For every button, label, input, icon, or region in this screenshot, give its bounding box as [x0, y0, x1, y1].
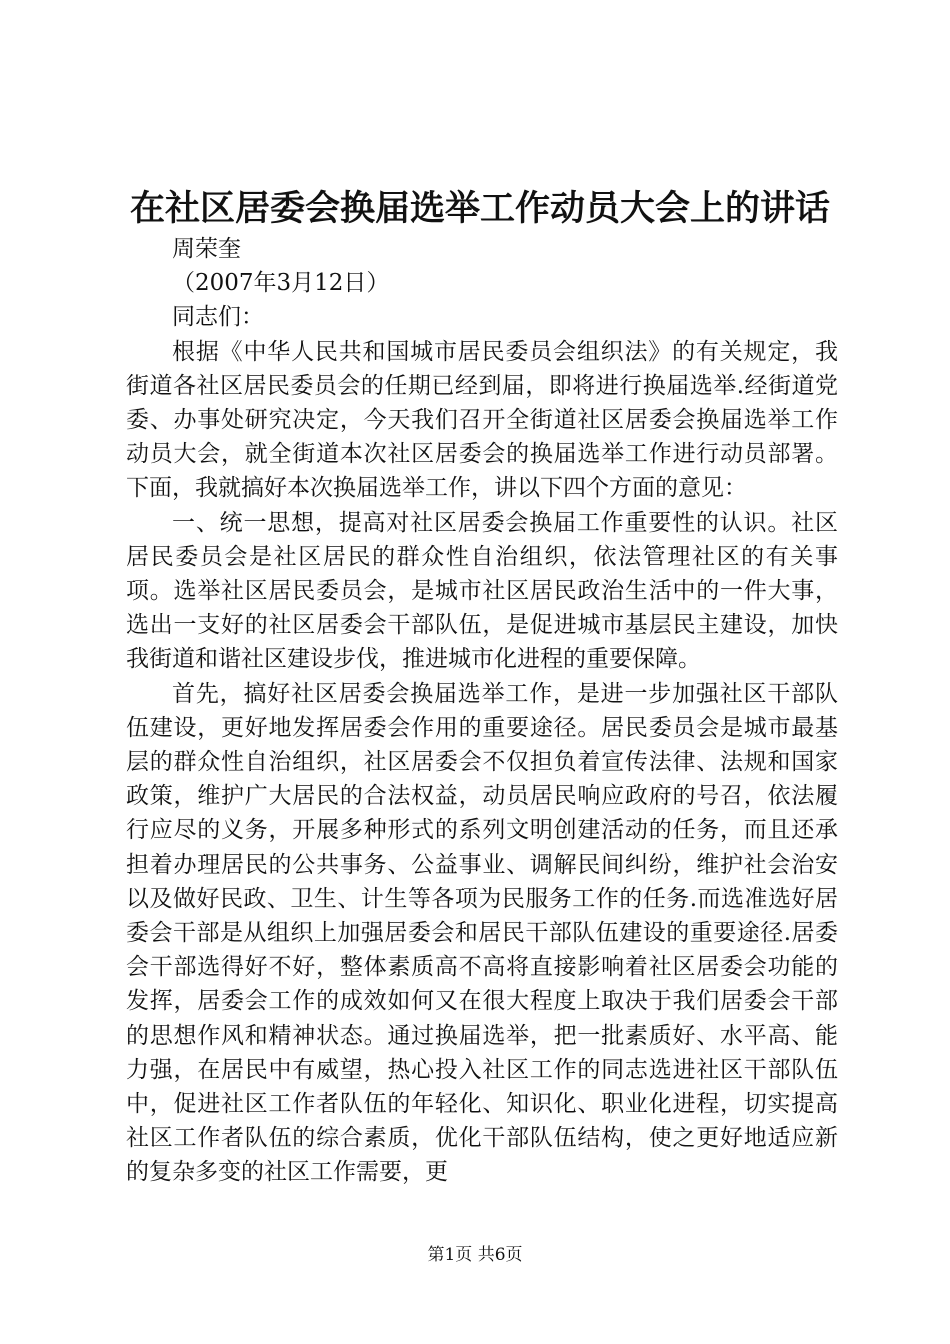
- paragraph: 根据《中华人民共和国城市居民委员会组织法》的有关规定，我街道各社区居民委员会的任期已经到届，即将进行换届选举.经街道党委、办事处研究决定，今天我们召开全街道社区居委会换届选举工作动员大会，就全街道本次社区居委会的换届选举工作进行动员部署。下面，我就搞好本次换届选举工作，讲以下四个方面的意见：: [126, 338, 838, 502]
- date-line: （2007年3月12日）: [172, 270, 390, 297]
- author-line: 周荣奎: [172, 236, 241, 262]
- document-body: [126, 232, 838, 1190]
- paragraph: 一、统一思想，提高对社区居委会换届工作重要性的认识。社区居民委员会是社区居民的群众性自治组织，依法管理社区的有关事项。选举社区居民委员会，是城市社区居民政治生活中的一件大事，选出一支好的社区居委会干部队伍，是促进城市基层民主建设，加快我街道和谐社区建设步伐，推进城市化进程的重要保障。: [126, 509, 838, 673]
- page-number-footer: 第1页 共6页: [427, 1245, 523, 1265]
- document-title: 在社区居委会换届选举工作动员大会上的讲话: [129, 188, 830, 229]
- salutation-line: 同志们：: [172, 304, 264, 331]
- paragraph: 首先，搞好社区居委会换届选举工作，是进一步加强社区干部队伍建设，更好地发挥居委会作用的重要途径。居民委员会是城市最基层的群众性自治组织，社区居委会不仅担负着宣传法律、法规和国家政策，维护广大居民的合法权益，动员居民响应政府的号召，依法履行应尽的义务，开展多种形式的系列文明创建活动的任务，而且还承担着办理居民的公共事务、公益事业、调解民间纠纷，维护社会治安以及做好民政、卫生、计生等各项为民服务工作的任务.而选准选好居委会干部是从组织上加强居委会和居民干部队伍建设的重要途径.居委会干部选得好不好，整体素质高不高将直接影响着社区居委会功能的发挥，居委会工作的成效如何又在很大程度上取决于我们居委会干部的思想作风和精神状态。通过换届选举，把一批素质好、水平高、能力强，在居民中有威望，热心投入社区工作的同志选进社区干部队伍中，促进社区工作者队伍的年轻化、知识化、职业化进程，切实提高社区工作者队伍的综合素质，优化干部队伍结构，使之更好地适应新的复杂多变的社区工作需要，更: [126, 680, 838, 1186]
